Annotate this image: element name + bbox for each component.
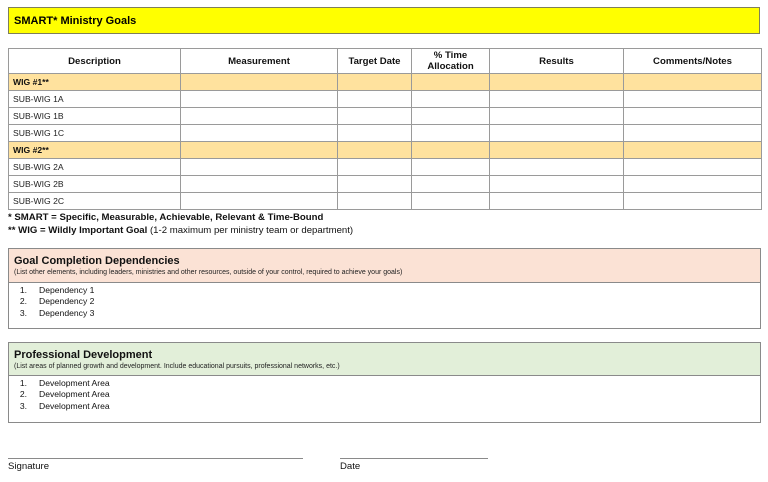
footnotes <box>8 211 353 237</box>
cell-description: WIG #1** <box>9 74 181 91</box>
cell-comments[interactable] <box>624 159 762 176</box>
professional-development-section <box>8 342 761 423</box>
page-title: SMART* Ministry Goals <box>8 7 760 34</box>
cell-time-allocation[interactable] <box>412 142 490 159</box>
cell-measurement[interactable] <box>181 142 338 159</box>
list-item <box>9 285 760 296</box>
cell-measurement[interactable] <box>181 193 338 210</box>
list-item-label: Dependency 2 <box>39 296 95 307</box>
cell-results[interactable] <box>490 91 624 108</box>
table-row-wig-1 <box>9 74 762 91</box>
professional-development-title: Professional Development <box>14 349 153 361</box>
date-label: Date <box>340 461 361 472</box>
table-row-sub-wig-2c <box>9 193 762 210</box>
cell-results[interactable] <box>490 176 624 193</box>
cell-target-date[interactable] <box>338 108 412 125</box>
cell-description: SUB-WIG 1A <box>9 91 181 108</box>
dependencies-header <box>9 249 760 283</box>
cell-measurement[interactable] <box>181 159 338 176</box>
cell-comments[interactable] <box>624 108 762 125</box>
table-row-sub-wig-1b <box>9 108 762 125</box>
footnote-wig-bold: ** WIG = Wildly Important Goal <box>8 225 148 236</box>
column-header-comments: Comments/Notes <box>624 49 762 74</box>
cell-description: SUB-WIG 2B <box>9 176 181 193</box>
column-header-description: Description <box>9 49 181 74</box>
table-row-wig-2 <box>9 142 762 159</box>
cell-measurement[interactable] <box>181 125 338 142</box>
footnote-wig-rest: (1-2 maximum per ministry team or department) <box>147 225 354 236</box>
professional-development-subtitle: (List areas of planned growth and development. Include educational pursuits, professional networks, etc.) <box>14 363 340 370</box>
list-item <box>9 389 760 400</box>
list-item-label: Development Area <box>39 400 110 411</box>
list-number: 1. <box>19 378 27 388</box>
cell-comments[interactable] <box>624 193 762 210</box>
cell-target-date[interactable] <box>338 142 412 159</box>
cell-time-allocation[interactable] <box>412 91 490 108</box>
list-item <box>9 308 760 319</box>
cell-target-date[interactable] <box>338 193 412 210</box>
cell-target-date[interactable] <box>338 91 412 108</box>
cell-comments[interactable] <box>624 176 762 193</box>
list-item-label: Dependency 1 <box>39 285 95 295</box>
list-item-label: Dependency 3 <box>39 307 95 318</box>
cell-time-allocation[interactable] <box>412 176 490 193</box>
cell-results[interactable] <box>490 159 624 176</box>
list-number: 3. <box>19 307 27 318</box>
column-header-time-allocation: % Time Allocation <box>412 49 490 74</box>
cell-target-date[interactable] <box>338 159 412 176</box>
dependencies-subtitle: (List other elements, including leaders, ministries and other resources, outside of your control, required to achieve your goals) <box>14 269 403 276</box>
column-header-target-date: Target Date <box>338 49 412 74</box>
cell-comments[interactable] <box>624 125 762 142</box>
signature-line[interactable] <box>8 458 303 459</box>
list-item-label: Development Area <box>39 389 110 400</box>
list-number: 1. <box>19 285 27 295</box>
cell-measurement[interactable] <box>181 74 338 91</box>
cell-time-allocation[interactable] <box>412 74 490 91</box>
cell-results[interactable] <box>490 193 624 210</box>
cell-description: SUB-WIG 1B <box>9 108 181 125</box>
cell-description: WIG #2** <box>9 142 181 159</box>
cell-description: SUB-WIG 2A <box>9 159 181 176</box>
table-row-sub-wig-2a <box>9 159 762 176</box>
list-item <box>9 401 760 412</box>
goal-completion-dependencies-section <box>8 248 761 329</box>
list-item <box>9 378 760 389</box>
cell-time-allocation[interactable] <box>412 193 490 210</box>
cell-description: SUB-WIG 1C <box>9 125 181 142</box>
cell-target-date[interactable] <box>338 176 412 193</box>
table-header-row <box>9 49 762 74</box>
cell-results[interactable] <box>490 74 624 91</box>
list-item-label: Development Area <box>39 378 110 388</box>
cell-results[interactable] <box>490 108 624 125</box>
cell-time-allocation[interactable] <box>412 159 490 176</box>
cell-measurement[interactable] <box>181 108 338 125</box>
list-item <box>9 296 760 307</box>
cell-time-allocation[interactable] <box>412 108 490 125</box>
goals-table <box>8 48 762 210</box>
cell-comments[interactable] <box>624 91 762 108</box>
cell-target-date[interactable] <box>338 74 412 91</box>
cell-measurement[interactable] <box>181 91 338 108</box>
dependencies-title: Goal Completion Dependencies <box>14 255 180 267</box>
cell-description: SUB-WIG 2C <box>9 193 181 210</box>
professional-development-list[interactable] <box>9 378 760 412</box>
cell-results[interactable] <box>490 142 624 159</box>
table-row-sub-wig-1a <box>9 91 762 108</box>
cell-time-allocation[interactable] <box>412 125 490 142</box>
date-line[interactable] <box>340 458 488 459</box>
table-row-sub-wig-1c <box>9 125 762 142</box>
footnote-wig <box>8 224 353 237</box>
cell-comments[interactable] <box>624 74 762 91</box>
footnote-smart-text: * SMART = Specific, Measurable, Achievable, Relevant & Time-Bound <box>8 212 324 223</box>
list-number: 2. <box>19 296 27 307</box>
signature-label: Signature <box>8 461 50 472</box>
cell-comments[interactable] <box>624 142 762 159</box>
dependencies-list[interactable] <box>9 285 760 319</box>
cell-results[interactable] <box>490 125 624 142</box>
cell-measurement[interactable] <box>181 176 338 193</box>
list-number: 3. <box>19 400 27 411</box>
table-row-sub-wig-2b <box>9 176 762 193</box>
list-number: 2. <box>19 389 27 400</box>
professional-development-header <box>9 343 760 376</box>
cell-target-date[interactable] <box>338 125 412 142</box>
column-header-results: Results <box>490 49 624 74</box>
footnote-smart <box>8 211 353 224</box>
column-header-measurement: Measurement <box>181 49 338 74</box>
